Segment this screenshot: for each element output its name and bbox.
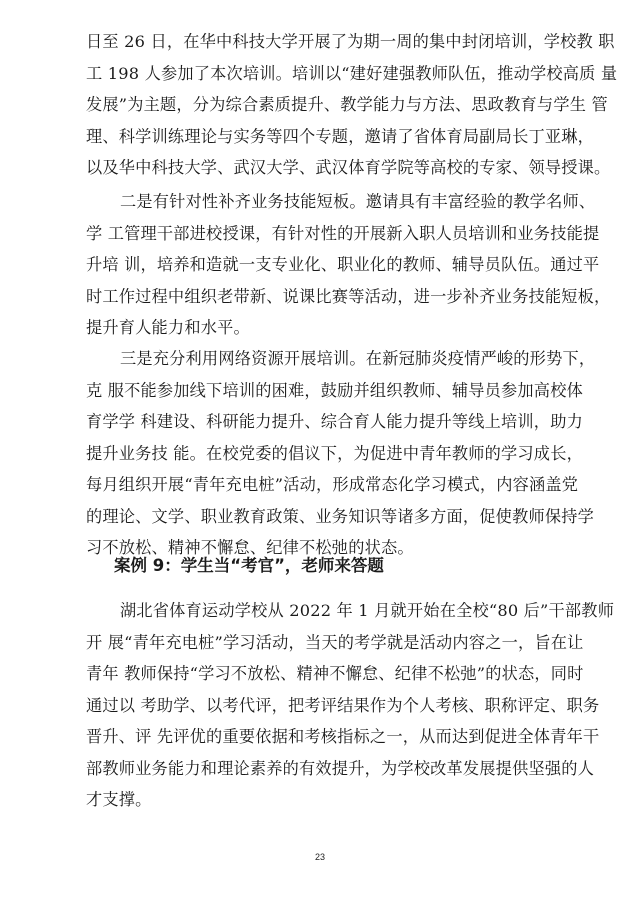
paragraph-case-9 xyxy=(86,595,615,816)
text-line: 发展”为主题，分为综合素质提升、教学能力与方法、思政教育与学生 管 xyxy=(86,95,608,114)
text-line: 部教师业务能力和理论素养的有效提升，为学校改革发展提供坚强的人 xyxy=(86,758,595,778)
text-line: 克 服不能参加线下培训的困难，鼓励并组织教师、辅导员参加高校体 xyxy=(86,380,583,400)
text-line: 提升业务技 能。在校党委的倡议下，为促进中青年教师的学习成长， xyxy=(86,443,583,463)
text-line: 的理论、文学、职业教育政策、业务知识等诸多方面，促使教师保持学 xyxy=(86,506,595,526)
text-line: 工 198 人参加了本次培训。培训以“建好建强教师队伍，推动学校高质 量 xyxy=(86,63,618,83)
text-line: 理、科学训练理论与实务等四个专题，邀请了省体育局副局长丁亚琳， xyxy=(86,126,595,146)
case-heading: 案例 9：学生当“考官”，老师来答题 xyxy=(114,556,384,575)
text-line: 三是充分利用网络资源开展培训。在新冠肺炎疫情严峻的形势下， xyxy=(120,349,596,368)
text-line: 学 工管理干部进校授课，有针对性的开展新入职人员培训和业务技能提 xyxy=(86,223,600,243)
text-line: 每月组织开展“青年充电桩”活动，形成常态化学习模式，内容涵盖党 xyxy=(86,475,579,494)
text-line: 晋升、评 先评优的重要依据和考核指标之一，从而达到促进全体青年干 xyxy=(86,727,600,746)
text-line: 湖北省体育运动学校从 2022 年 1 月就开始在全校“80 后”干部教师 xyxy=(120,601,615,620)
text-line: 青年 教师保持“学习不放松、精神不懈怠、纪律不松弛”的状态，同时 xyxy=(86,664,584,683)
text-line: 升培 训，培养和造就一支专业化、职业化的教师、辅导员队伍。通过平 xyxy=(86,255,600,274)
text-line: 日至 26 日，在华中科技大学开展了为期一周的集中封闭培训，学校教 职 xyxy=(86,32,615,51)
text-line: 才支撑。 xyxy=(86,790,152,809)
text-line: 二是有针对性补齐业务技能短板。邀请具有丰富经验的教学名师、 xyxy=(120,192,596,211)
text-line: 时工作过程中组织老带新、说课比赛等活动，进一步补齐业务技能短板， xyxy=(86,286,611,306)
text-line: 以及华中科技大学、武汉大学、武汉体育学院等高校的专家、领导授课。 xyxy=(86,158,611,177)
text-line: 提升育人能力和水平。 xyxy=(86,318,250,337)
text-line: 开 展“青年充电桩”学习活动，当天的考学就是活动内容之一，旨在让 xyxy=(86,632,584,652)
paragraph-training-intro xyxy=(86,26,618,184)
paragraph-skills-gap xyxy=(86,186,611,344)
page-number: 23 xyxy=(314,852,325,862)
paragraph-online-training xyxy=(86,343,596,564)
text-line: 通过以 考助学、以考代评，把考评结果作为个人考核、职称评定、职务 xyxy=(86,695,600,715)
text-line: 育学学 科建设、科研能力提升、综合育人能力提升等线上培训，助力 xyxy=(86,412,583,431)
text-line: 习不放松、精神不懈怠、纪律不松弛的状态。 xyxy=(86,538,414,557)
